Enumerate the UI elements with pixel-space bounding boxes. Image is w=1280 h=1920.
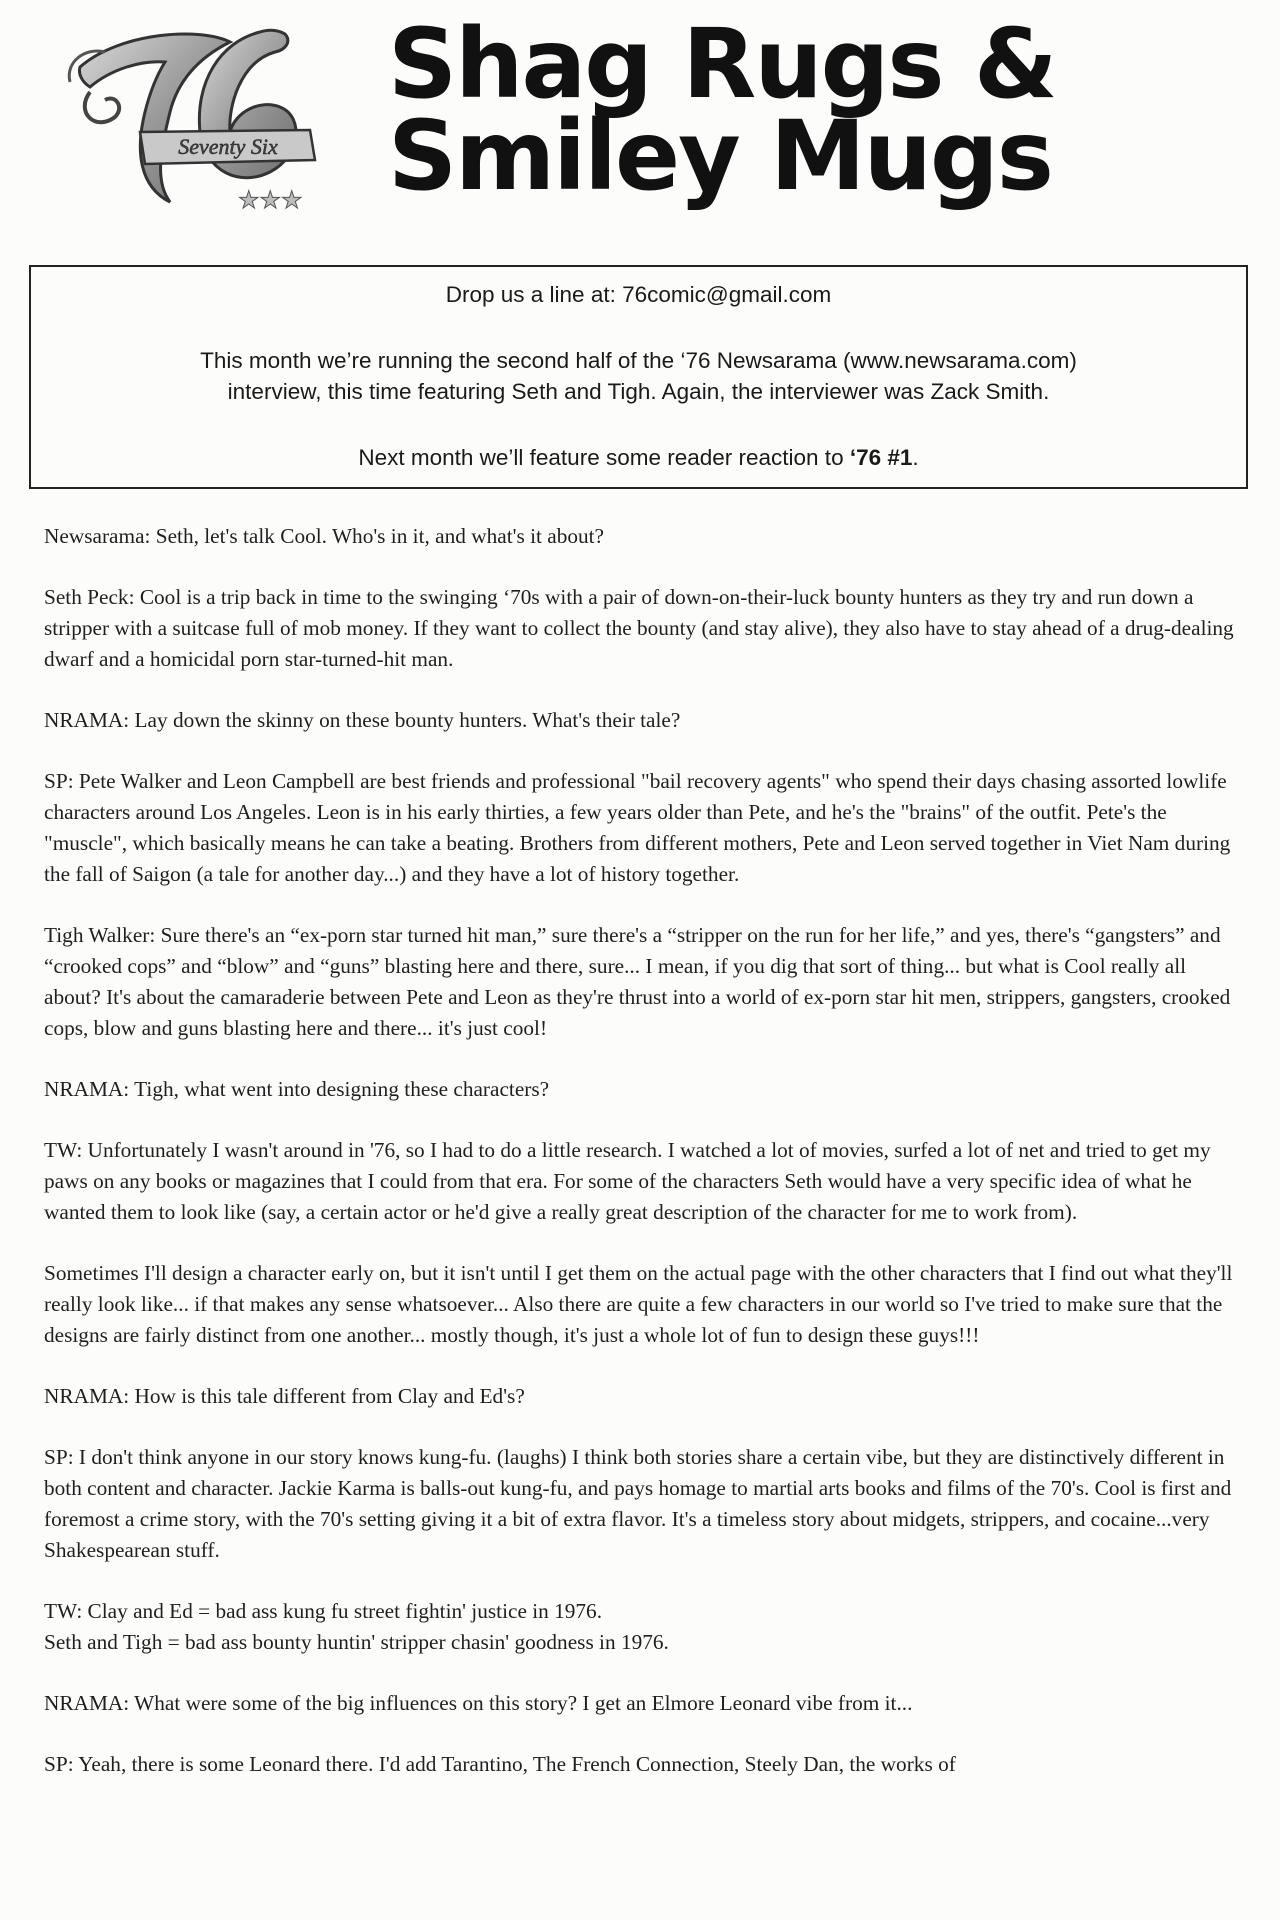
intro-line-1: This month we’re running the second half of the ‘76 Newsarama (www.newsarama.com) [200, 348, 1077, 373]
paragraph: NRAMA: What were some of the big influences on this story? I get an Elmore Leonard vibe from it... [44, 1691, 913, 1715]
next-issue-bold: ‘76 #1 [849, 445, 913, 470]
paragraph: SP: Yeah, there is some Leonard there. I'd add Tarantino, The French Connection, Steely Dan, the works of [44, 1752, 956, 1776]
paragraph: Newsarama: Seth, let's talk Cool. Who's in it, and what's it about? [44, 524, 605, 548]
paragraph: TW: Unfortunately I wasn't around in '76, so I had to do a little research. I watched a lot of movies, surfed a lot of net and tried to get my paws on any books or magazines that I could from that era. For some of the characters Seth would have a very specific idea of what he wanted them to look like (say, a certain actor or he'd give a really great description of the character for me to work from). [44, 1138, 1211, 1224]
paragraph: SP: Pete Walker and Leon Campbell are best friends and professional "bail recovery agents" who spend their days chasing assorted lowlife characters around Los Angeles. Leon is in his early thirties, a few years older than Pete, and he's the "brains" of the outfit. Pete's the "muscle", which basically means he can take a beating. Brothers from different mothers, Pete and Leon served together in Viet Nam during the fall of Saigon (a tale for another day...) and they have a lot of history together. [44, 769, 1231, 886]
seventy-six-logo [60, 12, 325, 212]
svg-text:★★★: ★★★ [238, 186, 303, 212]
paragraph: NRAMA: Lay down the skinny on these bounty hunters. What's their tale? [44, 708, 681, 732]
page-title [388, 8, 1248, 212]
paragraph: Sometimes I'll design a character early on, but it isn't until I get them on the actual page with the other characters that I find out what they'll really look like... if that makes any sense whatsoever... Also there are quite a few characters in our world so I've tried to make sure that the designs are fairly distinct from one another... mostly though, it's just a whole lot of fun to design these guys!!! [44, 1261, 1233, 1347]
next-suffix: . [912, 445, 919, 470]
paragraph: NRAMA: How is this tale different from Clay and Ed's? [44, 1384, 525, 1408]
logo-text: Seventy Six [178, 134, 278, 159]
contact-info-box [29, 265, 1248, 489]
intro-line-2: interview, this time featuring Seth and Tigh. Again, the interviewer was Zack Smith. [227, 379, 1050, 404]
paragraph: Seth Peck: Cool is a trip back in time to the swinging ‘70s with a pair of down-on-their-luck bounty hunters as they try and run down a stripper with a suitcase full of mob money. If they want to collect the bounty (and stay alive), they also have to stay ahead of a drug-dealing dwarf and a homicidal porn star-turned-hit man. [44, 585, 1234, 671]
title-line-2: Smiley Mugs [388, 100, 1052, 212]
paragraph: NRAMA: Tigh, what went into designing these characters? [44, 1077, 550, 1101]
email-line: Drop us a line at: 76comic@gmail.com [445, 282, 832, 307]
logo-graphic [60, 12, 325, 212]
interview-article [44, 521, 1244, 1810]
paragraph: SP: I don't think anyone in our story knows kung-fu. (laughs) I think both stories share a certain vibe, but they are distinctively different in both content and character. Jackie Karma is balls-out kung-fu, and pays homage to martial arts books and films of the 70's. Cool is first and foremost a crime story, with the 70's setting giving it a bit of extra flavor. It's a timeless story about midgets, strippers, and cocaine...very Shakespearean stuff. [44, 1445, 1232, 1562]
title-line-1: Shag Rugs & [388, 8, 1056, 120]
next-month-line [31, 442, 1246, 473]
next-prefix: Next month we’ll feature some reader reaction to [358, 445, 850, 470]
tw-paragraph [44, 1596, 1244, 1658]
paragraph: Tigh Walker: Sure there's an “ex-porn star turned hit man,” sure there's a “stripper on the run for her life,” and yes, there's “gangsters” and “crooked cops” and “blow” and “guns” blasting here and there, sure... I mean, if you dig that sort of thing... but what is Cool really all about? It's about the camaraderie between Pete and Leon as they're thrust into a world of ex-porn star hit men, strippers, gangsters, crooked cops, blow and guns blasting here and there... it's just cool! [44, 923, 1231, 1040]
tw-line-1: TW: Clay and Ed = bad ass kung fu street fightin' justice in 1976. [44, 1599, 603, 1623]
tw-line-2: Seth and Tigh = bad ass bounty huntin' stripper chasin' goodness in 1976. [44, 1630, 669, 1654]
